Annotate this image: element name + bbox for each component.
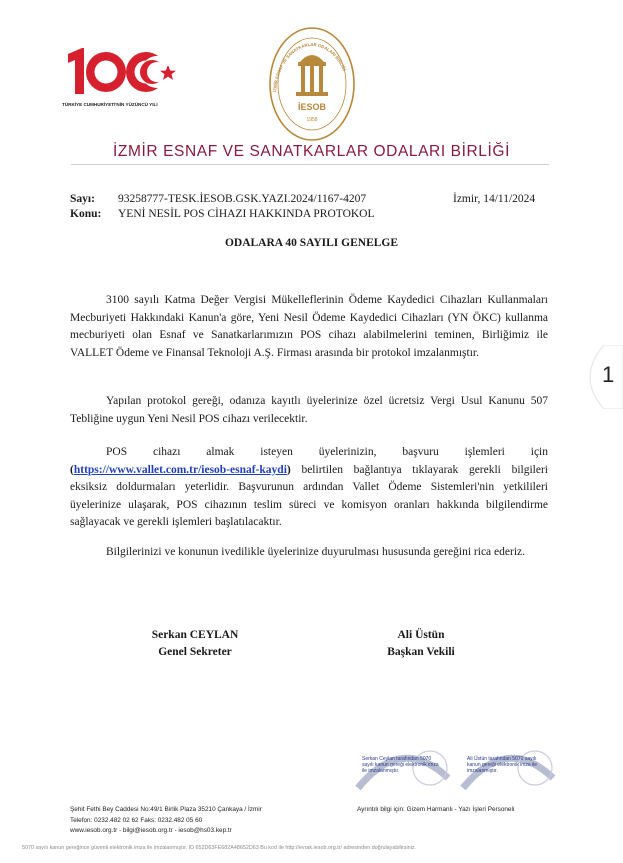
paragraph-3-intro: POS cihazı almak isteyen üyelerinizin, başvuru işlemleri için (106, 446, 548, 458)
centennial-logo (62, 44, 182, 112)
link-paren-open: ( (70, 463, 74, 476)
sayi-label: Sayı: (70, 193, 95, 205)
signer-name: Ali Üstün (397, 629, 445, 641)
konu-label: Konu: (70, 208, 102, 220)
seal-ring-text: İZMİR ESNAF VE SANATKARLAR ODALARI BİRLİĞİ (272, 41, 347, 93)
paragraph-3 (70, 444, 548, 532)
stamp-text: Serkan Ceylan tarafından 5070 sayılı kanun gereği elektronik imza ile imzalanmıştır. (362, 756, 439, 774)
paragraph-3-rest: belirtilen bağlantıya tıklayarak gerekli bilgileri eksiksiz doldurmaları yeterlidir. Başvurunun ardından Vallet Ödeme Sistemleri'nin yetkilileri üyelerinize ulaşarak, POS cihazının teslim süreci ve komisyon oranları hakkında bilgilendirme sağlayacak ve gerekli işlemleri başlatılacaktır. (70, 463, 548, 529)
paragraph-1: 3100 sayılı Katma Değer Vergisi Mükelleflerinin Ödeme Kaydedici Cihazları Kullanmaları Mecburiyeti Hakkındaki Kanun'a göre, Yeni Nesil Ödeme Kaydedici Cihazları (YN ÖKC) kullanma mecburiyeti olan Esnaf ve Sanatkarlarımızın POS cihazı alabilmelerini teminen, Birliğimiz ile VALLET Ödeme ve Finansal Teknoloji A.Ş. Firması arasında bir protokol imzalanmıştır. (70, 294, 548, 359)
e-signature-stamp (350, 738, 454, 796)
genelge-title: ODALARA 40 SAYILI GENELGE (224, 237, 399, 249)
paragraph-2: Yapılan protokol gereği, odanıza kayıtlı üyelerinize özel ücretsiz Vergi Usul Kanunu 507 Tebliğine uygun Yeni Nesil POS cihazı verilecektir. (70, 395, 548, 425)
seal-abbr: İESOB (297, 102, 327, 112)
footer-phone: Telefon: 0232.482 02 62 Faks: 0232.482 05 60 (70, 816, 203, 824)
footer-contact-block (70, 805, 262, 837)
footer-address: Şehit Fethi Bey Caddesi No:49/1 Birlik Plaza 35210 Çankaya / İzmir (70, 806, 262, 813)
verification-note: 5070 sayılı kanun gereğince güvenli elektronik imza ile imzalanmıştır. ID 652D63FE682A48652D63 Bu kod ile http://evrak.iesob.org.tr/ adresinden doğrulayabilirsiniz. (22, 845, 417, 851)
seal-year: 1958 (306, 117, 318, 123)
vallet-registration-link[interactable]: https://www.vallet.com.tr/iesob-esnaf-kaydi (73, 463, 287, 476)
page-number: 1 (602, 362, 615, 387)
konu-value: YENİ NESİL POS CİHAZI HAKKINDA PROTOKOL (118, 208, 375, 220)
signature-right (341, 627, 501, 661)
signer-name: Serkan CEYLAN (151, 629, 239, 641)
paragraph-4: Bilgilerinizi ve konunun ivedilikle üyelerinize duyurulması hususunda gereğini rica ederiz. (106, 546, 525, 558)
iesob-seal (268, 26, 356, 142)
signer-title: Genel Sekreter (158, 646, 232, 658)
org-title: İZMİR ESNAF VE SANATKARLAR ODALARI BİRLİĞİ (113, 143, 510, 160)
document-date: İzmir, 14/11/2024 (453, 193, 536, 205)
signature-left (120, 627, 270, 661)
header-divider (71, 164, 549, 165)
e-signature-stamp (455, 738, 559, 796)
link-paren-close: ) (286, 463, 291, 476)
stamp-text: Ali Üstün tarafından 5070 sayılı kanun gereği elektronik imza ile imzalanmıştır. (467, 756, 538, 774)
svg-text:İZMİR ESNAF VE SANATKARLAR ODA (272, 42, 347, 92)
footer-info-contact: Ayrıntılı bilgi için: Gizem Harmanlı - Yazı İşleri Personeli (357, 806, 515, 813)
sayi-value: 93258777-TESK.İESOB.GSK.YAZI.2024/1167-4207 (118, 193, 367, 205)
signer-title: Başkan Vekili (387, 646, 455, 658)
centennial-caption: TÜRKİYE CUMHURİYETİ'NİN YÜZÜNCÜ YILI (62, 102, 158, 107)
page-tab (574, 345, 623, 409)
footer-web: www.iesob.org.tr - bilgi@iesob.org.tr - iesob@hs03.kep.tr (70, 827, 232, 834)
